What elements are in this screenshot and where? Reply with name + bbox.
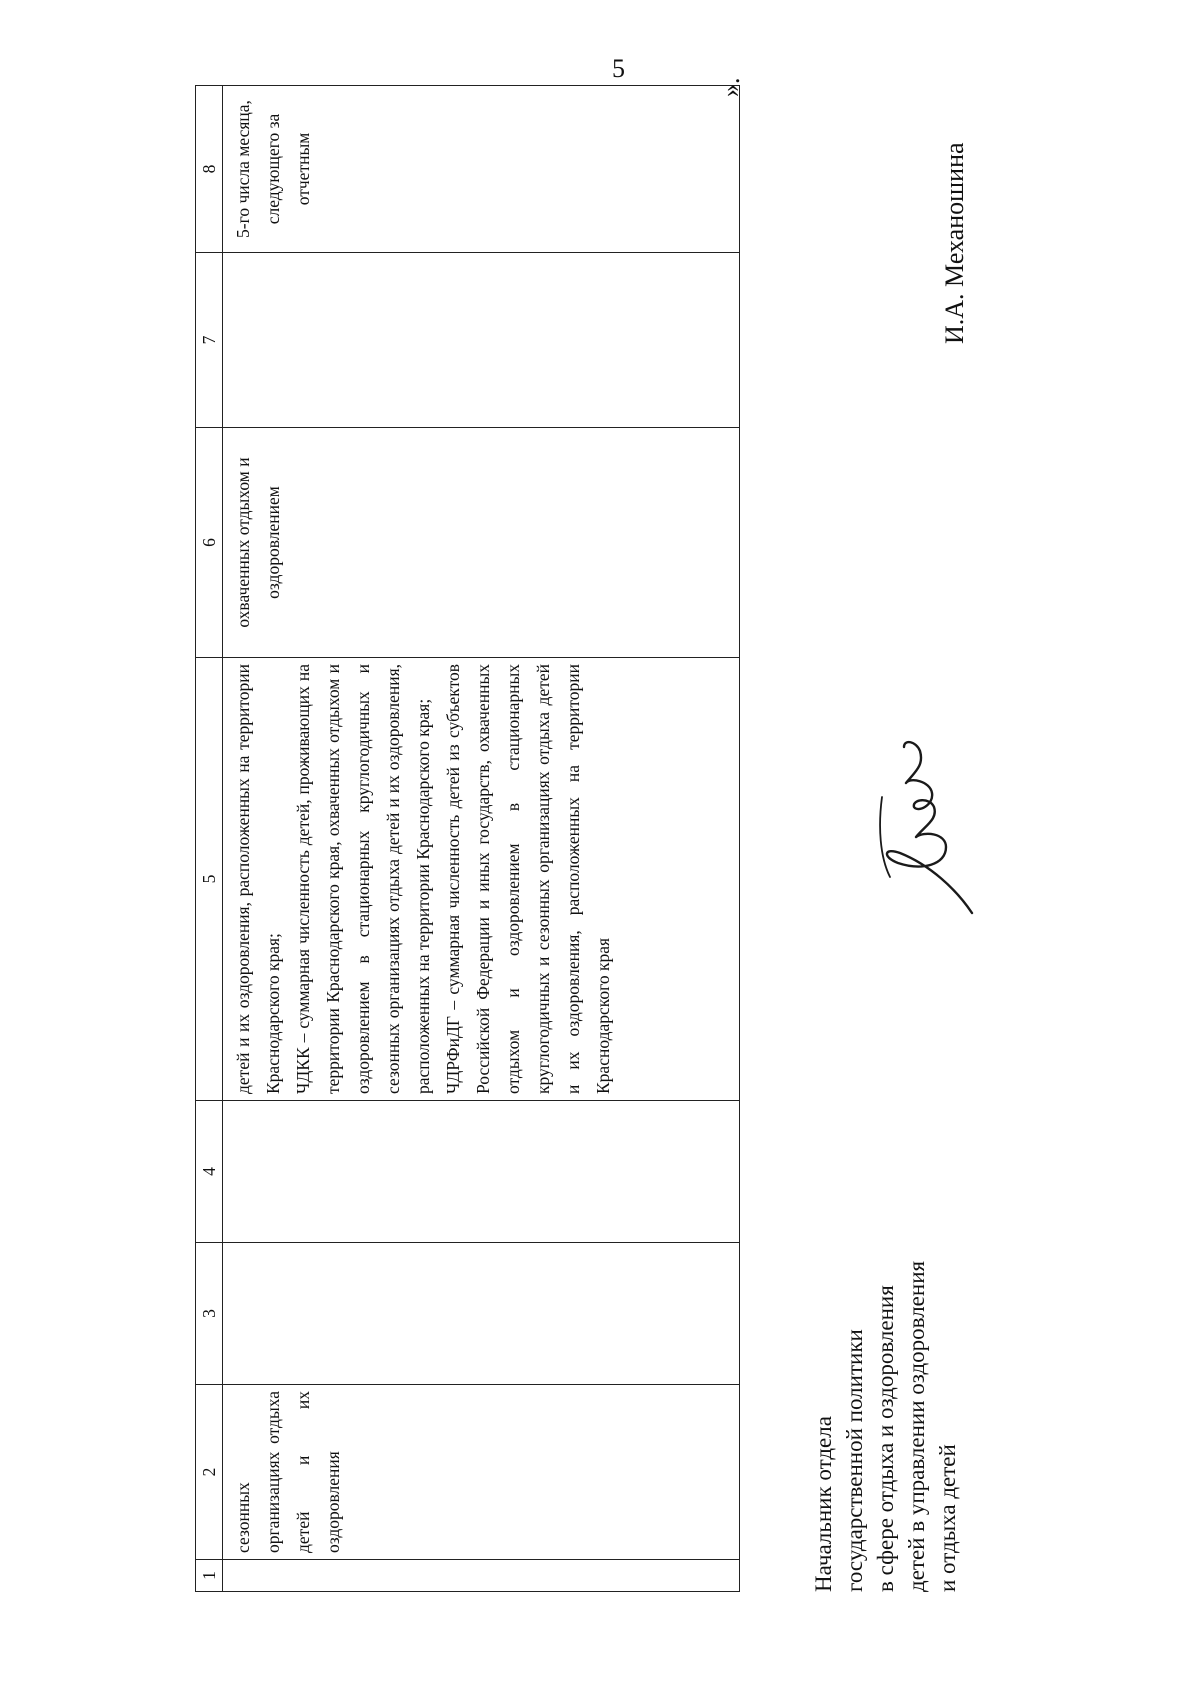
signatory-title-line: и отдыха детей xyxy=(935,1444,960,1592)
header-cell: 4 xyxy=(196,1101,223,1243)
header-cell: 3 xyxy=(196,1243,223,1385)
header-cell: 2 xyxy=(196,1385,223,1560)
formula-definition: ЧДРФиДГ – суммарная численность детей из субъектов Российской Федерации и иных государств, охваченных отдыхом и оздоровлением в стационарных круглогодичных и сезонных организациях отдыха детей и их оздоровления, расположенных на территории Краснодарского края xyxy=(443,664,613,1094)
signature-block xyxy=(808,1261,963,1592)
header-cell: 1 xyxy=(196,1560,223,1592)
table-cell-2: сезонных организациях отдыха детей и их оздоровления xyxy=(223,1385,740,1560)
header-cell: 5 xyxy=(196,658,223,1101)
signatory-title-line: в сфере отдыха и оздоровления xyxy=(873,1285,898,1592)
table-cell-1 xyxy=(223,1560,740,1592)
header-cell: 7 xyxy=(196,253,223,428)
table-cell-5 xyxy=(223,658,740,1101)
signatory-title-line: детей в управлении оздоровления xyxy=(904,1260,929,1592)
handwritten-signature xyxy=(860,727,980,917)
signatory-title-line: Начальник отдела xyxy=(811,1416,836,1592)
signatory-name: И.А. Механошина xyxy=(940,142,969,344)
table-cell-6: охваченных отдыхом и оздоровлением xyxy=(223,428,740,658)
signatory-title-line: государственной политики xyxy=(842,1329,867,1592)
table-cell-7 xyxy=(223,253,740,428)
table-cell-8: 5-го числа месяца, следующего за отчетным xyxy=(223,86,740,253)
page-number: 5 xyxy=(612,54,625,83)
indicator-table xyxy=(195,85,740,1592)
header-cell: 6 xyxy=(196,428,223,658)
formula-definition: детей и их оздоровления, расположенных на территории Краснодарского края; xyxy=(233,664,283,1094)
formula-definition: ЧДКК – суммарная численность детей, проживающих на территории Краснодарского края, охваченных отдыхом и оздоровлением в стационарных круглогодичных и сезонных организациях отдыха детей и их оздоровления, расположенных на территории Краснодарского края; xyxy=(293,664,433,1094)
table-row xyxy=(223,86,740,1592)
header-cell: 8 xyxy=(196,86,223,253)
table-cell-4 xyxy=(223,1101,740,1243)
table-cell-3 xyxy=(223,1243,740,1385)
table-header-row xyxy=(196,86,223,1592)
closing-quote-mark: ». xyxy=(716,77,745,97)
